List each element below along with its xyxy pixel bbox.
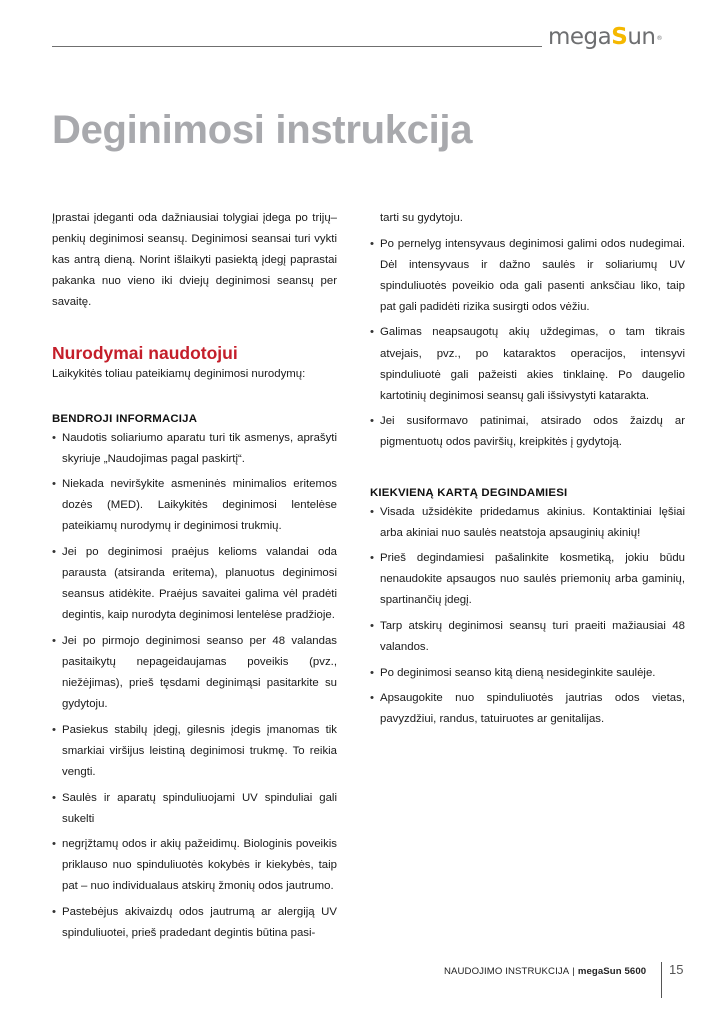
list-item-text: Niekada neviršykite asmeninės minimalios eritemos dozės (MED). Laikykitės deginimosi lentelėse pateikiamų nurodymų ir deginimosi trukmių. — [62, 478, 337, 533]
logo-suffix: un — [627, 24, 656, 50]
list-item — [370, 322, 685, 406]
list-item-text: negrįžtamų odos ir akių pažeidimų. Biologinis poveikis priklauso nuo spinduliuotės kokybės ir kiekybės, taip pat – nuo individualaus atskirų žmonių odos jautrumo. — [62, 838, 337, 893]
user-instructions-lead: Laikykitės toliau pateikiamų deginimosi nurodymų: — [52, 368, 306, 381]
list-item-text: tarti su gydytoju. — [380, 212, 463, 224]
general-info-list — [52, 428, 337, 945]
bullet-icon: • — [370, 505, 374, 518]
list-item-text: Apsaugokite nuo spinduliuotės jautrias odos vietas, pavyzdžiui, randus, tatuiruotes ar genitalijas. — [380, 692, 685, 726]
footer-doc-label: NAUDOJIMO INSTRUKCIJA — [444, 966, 570, 977]
list-item-text: Naudotis soliariumo aparatu turi tik asmenys, aprašyti skyriuje „Naudojimas pagal paskirtį“. — [62, 431, 337, 465]
list-item-text: Pasiekus stabilų įdegį, gilesnis įdegis įmanomas tik smarkiai viršijus leistiną deginimosi trukmę. To reikia vengti. — [62, 723, 337, 778]
intro-paragraph: Įprastai įdeganti oda dažniausiai tolygiai įdega po trijų–penkių deginimosi seansų. Deginimosi seansai turi vykti kas antrą dieną. Norint išlaikyti pasiektą įdegį paprastai pakanka nuo vieno iki dviejų deginimosi seansų per savaitę. — [52, 212, 337, 309]
left-column — [52, 208, 337, 944]
list-item-text: Saulės ir aparatų spinduliuojami UV spinduliai gali sukelti — [62, 791, 337, 825]
footer-label — [444, 966, 646, 977]
header-rule — [52, 46, 542, 47]
megasun-logo — [548, 22, 662, 52]
list-item — [370, 688, 685, 730]
logo-prefix: mega — [548, 24, 612, 50]
list-item — [370, 234, 685, 318]
bullet-icon: • — [370, 552, 374, 565]
page-number: 15 — [669, 962, 684, 977]
list-item-text: Galimas neapsaugotų akių uždegimas, o tam tikrais atvejais, pvz., po kataraktos operacijos, intensyvi spinduliuotė gali pažeisti akies tinklainę. Po daugelio kartotinių deginimosi seansų gali išsivystyti katarakta. — [380, 326, 685, 402]
bullet-icon: • — [52, 791, 56, 804]
list-item — [52, 902, 337, 944]
list-item — [52, 474, 337, 537]
page-title: Deginimosi instrukcija — [52, 108, 473, 152]
bullet-icon: • — [52, 906, 56, 919]
list-item-text: Po pernelyg intensyvaus deginimosi galimi odos nudegimai. Dėl intensyvaus ir dažno saulės ir soliariumų UV spinduliuotės poveikio oda gali pasenti anksčiau liko, taip pat gali padidėti rizika susirgti odos vėžiu. — [380, 237, 685, 313]
bullet-icon: • — [370, 326, 374, 339]
bullet-icon: • — [370, 237, 374, 250]
bullet-icon: • — [52, 478, 56, 491]
footer-separator: | — [572, 966, 575, 977]
list-item-text: Prieš degindamiesi pašalinkite kosmetiką, jokiu būdu nenaudokite apsaugos nuo saulės priemonių arba gaminių, spartinančių įdegį. — [380, 552, 685, 607]
list-item-text: Po deginimosi seanso kitą dieną nesideginkite saulėje. — [380, 666, 656, 679]
list-item — [370, 548, 685, 611]
list-item-text: Visada užsidėkite pridedamus akinius. Kontaktiniai lęšiai arba akiniai nuo saulės neatstoja apsauginių akinių! — [380, 505, 685, 539]
list-item — [370, 663, 685, 684]
list-item — [370, 502, 685, 544]
list-item-text: Tarp atskirų deginimosi seansų turi praeiti mažiausiai 48 valandos. — [380, 620, 685, 654]
right-column — [370, 208, 685, 735]
list-item — [370, 616, 685, 658]
bullet-icon: • — [370, 666, 374, 679]
general-info-list-continued — [370, 208, 685, 454]
each-time-heading: KIEKVIENĄ KARTĄ DEGINDAMIESI — [370, 486, 568, 499]
registered-mark-icon: ® — [656, 35, 662, 42]
bullet-icon: • — [370, 692, 374, 705]
list-item — [52, 788, 337, 830]
list-item-continued — [370, 208, 685, 229]
list-item-text: Pastebėjus akivaizdų odos jautrumą ar alergiją UV spinduliuotei, prieš pradedant degintis būtina pasi- — [62, 906, 337, 940]
general-info-heading: BENDROJI INFORMACIJA — [52, 412, 198, 425]
bullet-icon: • — [52, 546, 56, 559]
list-item — [52, 428, 337, 470]
list-item — [52, 542, 337, 626]
bullet-icon: • — [52, 634, 56, 647]
bullet-icon: • — [370, 415, 374, 428]
bullet-icon: • — [370, 620, 374, 632]
list-item-text: Jei susiformavo patinimai, atsirado odos žaizdų ar pigmentuotų odos paviršių, kreipkitės į gydytoją. — [380, 415, 685, 449]
list-item — [52, 631, 337, 715]
bullet-icon: • — [52, 723, 56, 736]
list-item — [52, 720, 337, 783]
footer-model: megaSun 5600 — [577, 966, 647, 977]
list-item — [52, 834, 337, 897]
logo-sun-letter: S — [611, 24, 628, 50]
bullet-icon: • — [52, 838, 56, 851]
list-item — [370, 411, 685, 453]
list-item-text: Jei po pirmojo deginimosi seanso per 48 valandas pasitaikytų nepageidaujamas poveikis (pvz., niežėjimas), prieš tęsdami deginimąsi pasitarkite su gydytoju. — [62, 634, 337, 711]
each-time-list — [370, 502, 685, 731]
footer-rule — [661, 962, 662, 998]
bullet-icon: • — [52, 431, 56, 444]
list-item-text: Jei po deginimosi praėjus kelioms valandai oda parausta (atsiranda eritema), planuotus deginimosi seansus atidėkite. Praėjus savaitei galima vėl pradėti degintis, kaip nurodyta deginimosi lentelėse pradžioje. — [62, 546, 337, 622]
user-instructions-heading: Nurodymai naudotojui — [52, 343, 238, 364]
